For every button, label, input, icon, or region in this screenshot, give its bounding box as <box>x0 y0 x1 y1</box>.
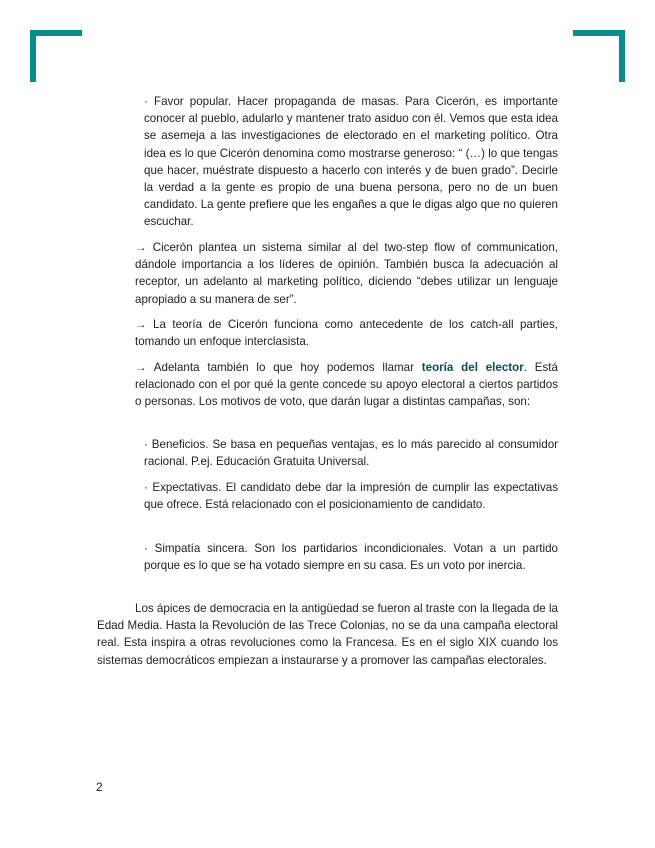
elector-text-before: → Adelanta también lo que hoy podemos llamar <box>135 361 422 374</box>
paragraph-favor-popular: · Favor popular. Hacer propaganda de masas. Para Cicerón, es importante conocer al pueblo, adularlo y mantener trato asiduo con él. Vemos que esta idea se asemeja a las investigaciones de electorado en el marketing político. Otra idea es lo que Cicerón denomina como mostrarse generoso: “ (…) lo que tengas que hacer, muéstrate dispuesto a hacerlo con interés y de buen grado”. Decirle la verdad a la gente es propio de una buena persona, pero no de un buen candidato. La gente prefiere que les engañes a que le digas algo que no quieren escuchar. <box>144 95 558 229</box>
corner-bracket-top-left <box>30 30 82 36</box>
paragraph-expectativas: · Expectativas. El candidato debe dar la impresión de cumplir las expectativas que ofrece. Está relacionado con el posicionamiento de candidato. <box>144 481 558 512</box>
democracia-text: Los ápices de democracia en la antigüedad se fueron al traste con la llegada de la Edad Media. Hasta la Revolución de las Trece Colonias, no se da una campaña electoral real. Esta inspira a otras revoluciones como la Francesa. Es en el siglo XIX cuando los sistemas democráticos empiezan a instaurarse y a promover las campañas electorales. <box>97 602 558 667</box>
paragraph-teoria-elector <box>135 359 558 411</box>
corner-bracket-top-right <box>573 30 625 36</box>
page-number: 2 <box>96 780 103 794</box>
paragraph-democracia <box>97 600 558 669</box>
elector-text-after: . Está relacionado con el por qué la gente concede su apoyo electoral a ciertos partidos o personas. Los motivos de voto, que darán lugar a distintas campañas, son: <box>135 361 558 409</box>
paragraph-beneficios: · Beneficios. Se basa en pequeñas ventajas, es lo más parecido al consumidor racional. P.ej. Educación Gratuita Universal. <box>144 438 558 469</box>
corner-bracket-top-right-vertical <box>619 30 625 82</box>
corner-bracket-top-left-vertical <box>30 30 36 82</box>
elector-highlight: teoría del elector <box>421 361 524 374</box>
paragraph-simpatia: · Simpatía sincera. Son los partidarios incondicionales. Votan a un partido porque es lo que se ha votado siempre en su casa. Es un voto por inercia. <box>144 542 558 573</box>
paragraph-catch-all: → La teoría de Cicerón funciona como antecedente de los catch-all parties, tomando un enfoque interclasista. <box>135 318 558 349</box>
paragraph-two-step-flow: → Cicerón plantea un sistema similar al del two-step flow of communication, dándole importancia a los líderes de opinión. También busca la adecuación al receptor, un adelanto al marketing político, diciendo “debes utilizar un lenguaje apropiado a su manera de ser”. <box>135 241 558 306</box>
